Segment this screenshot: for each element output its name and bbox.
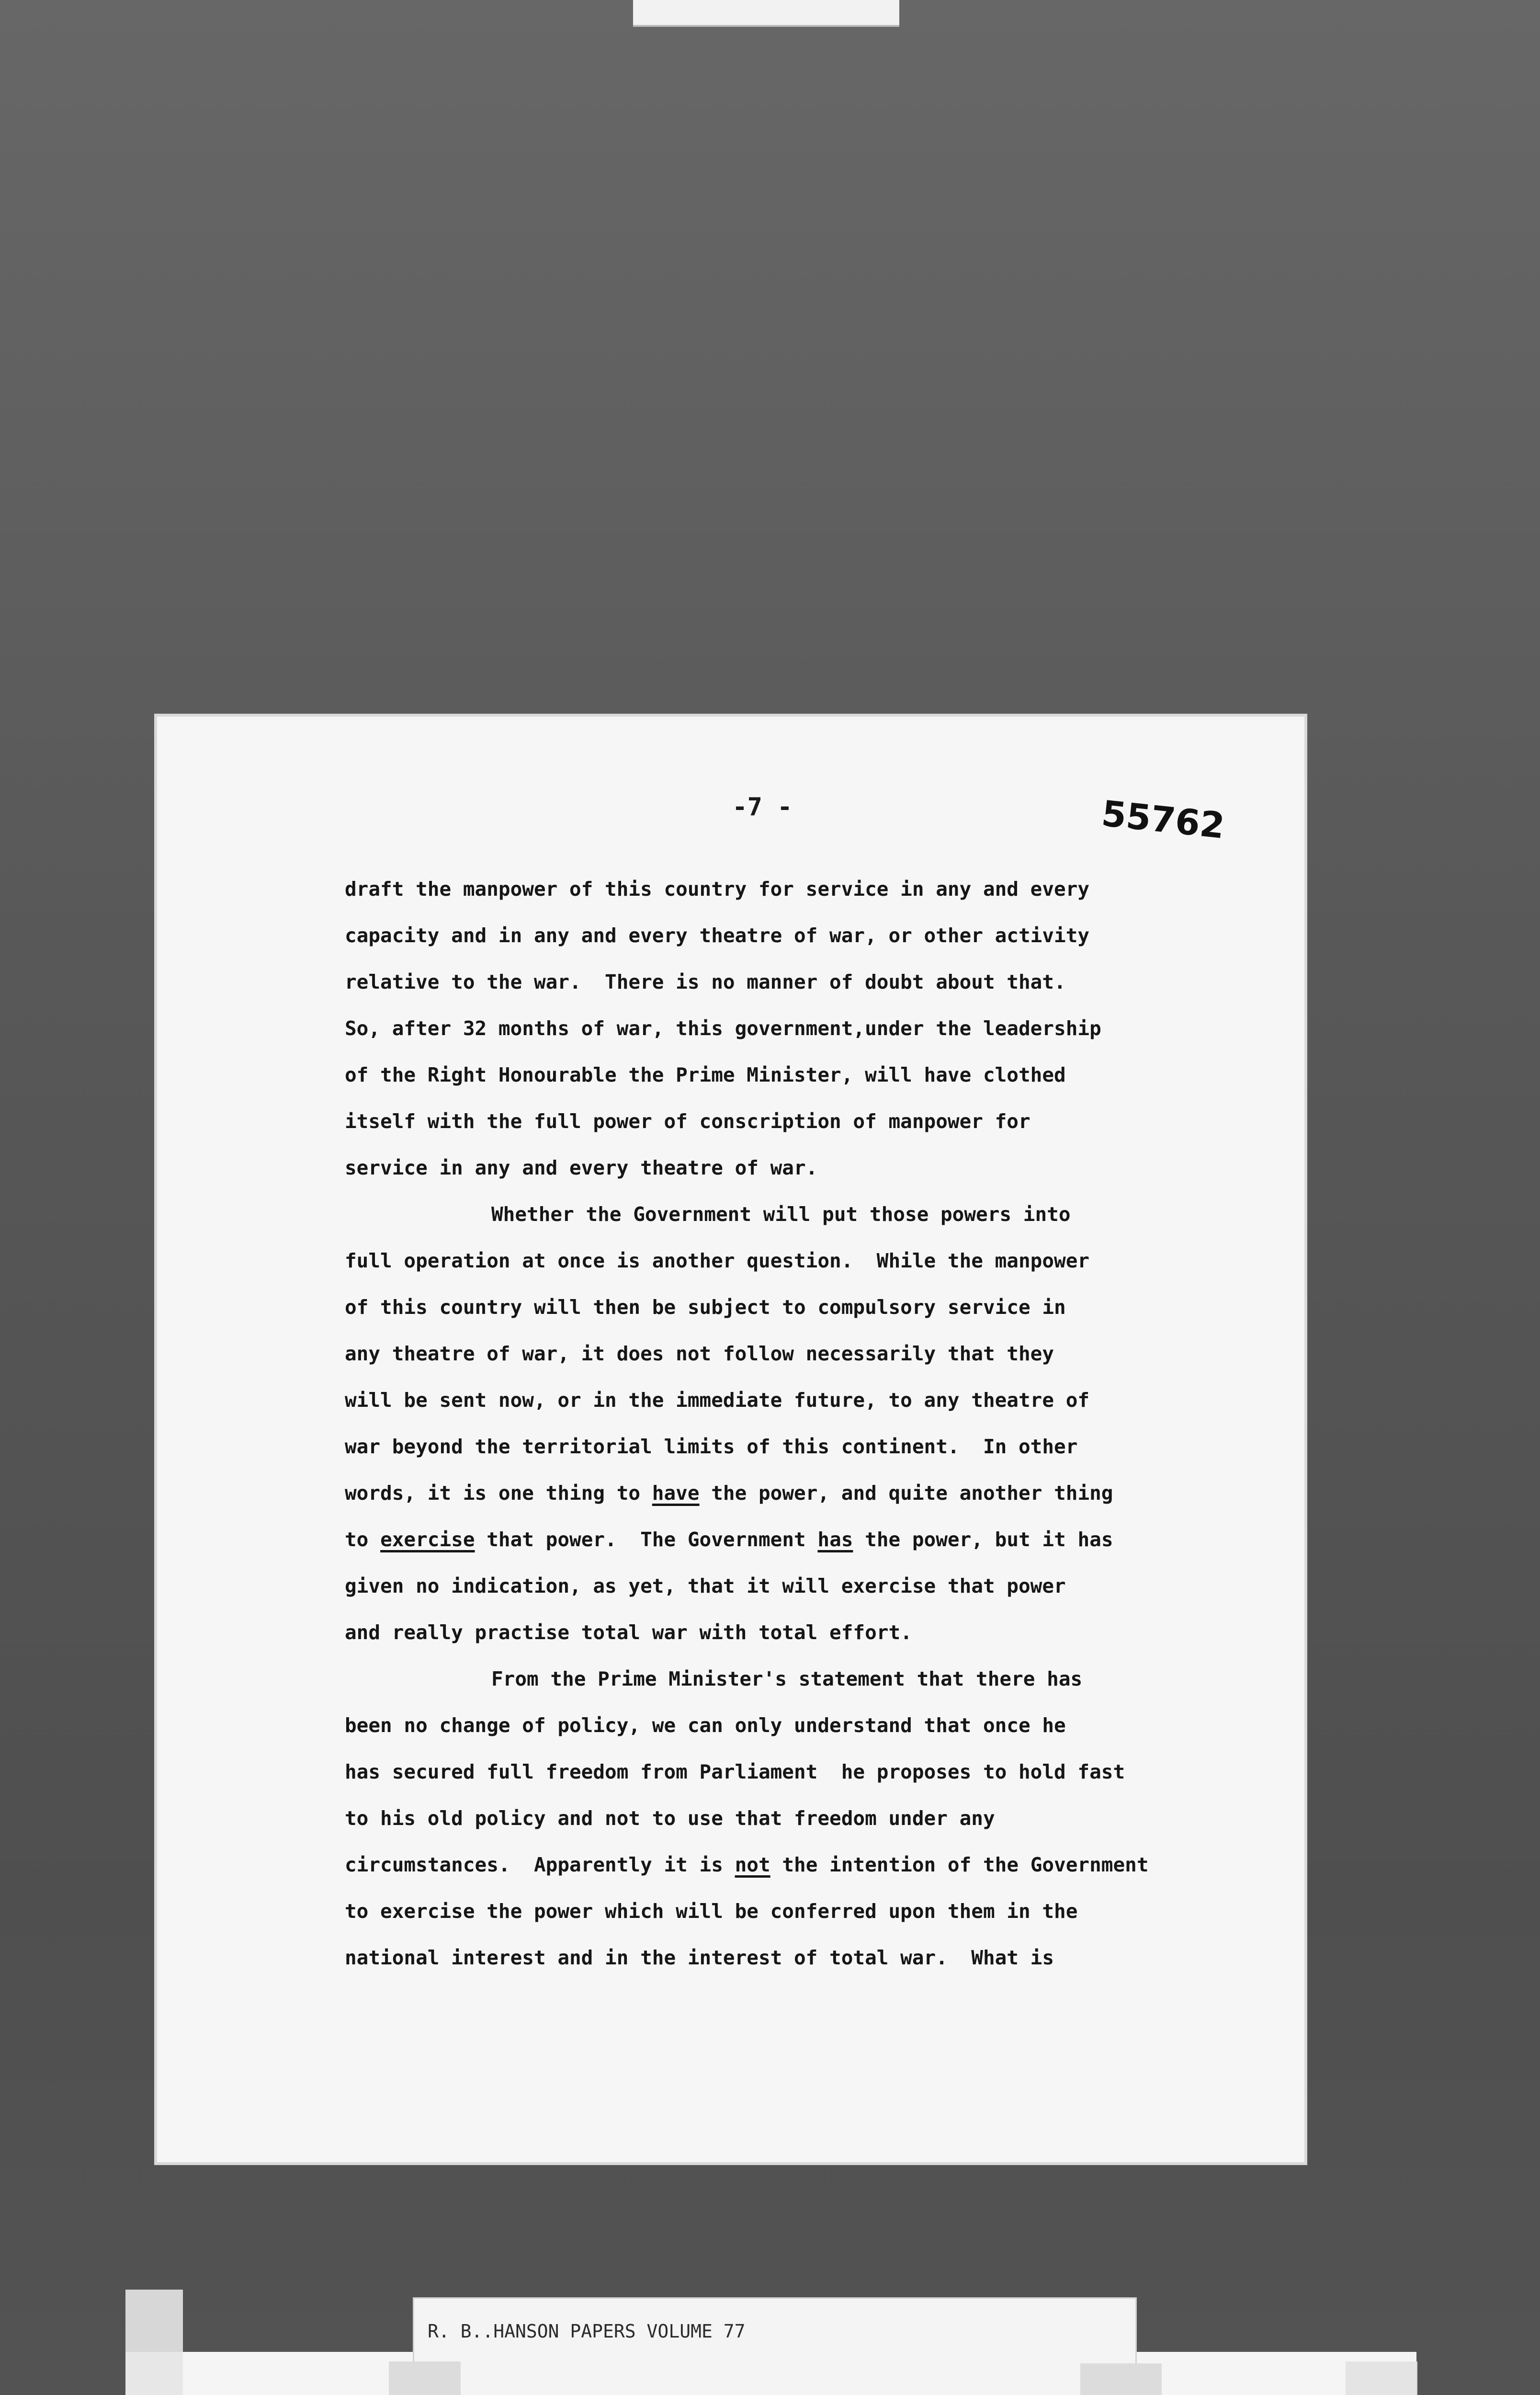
text-line: national interest and in the interest of total war. What is: [345, 1946, 1054, 1969]
text-line: given no indication, as yet, that it will exercise that power: [345, 1574, 1066, 1597]
document-body: [345, 866, 1216, 1981]
underlined-word: have: [652, 1482, 700, 1505]
text-line: to his old policy and not to use that freedom under any: [345, 1807, 995, 1830]
text-line: capacity and in any and every theatre of war, or other activity: [345, 924, 1090, 947]
underlined-word: not: [735, 1853, 770, 1876]
document-page: [154, 714, 1307, 2165]
text-line-with-underline: [345, 1842, 1216, 1888]
top-clip-tab: [633, 0, 899, 27]
text-segment: the power, but it has: [853, 1528, 1113, 1551]
text-line: full operation at once is another question. While the manpower: [345, 1249, 1090, 1272]
text-line: So, after 32 months of war, this government,under the leadership: [345, 1017, 1101, 1040]
underlined-word: has: [817, 1528, 853, 1551]
underlined-word: exercise: [380, 1528, 475, 1551]
tape-strip: [1346, 2361, 1417, 2395]
text-line: of the Right Honourable the Prime Minister, will have clothed: [345, 1063, 1066, 1086]
tape-piece: [389, 2361, 461, 2395]
text-line: to exercise the power which will be conferred upon them in the: [345, 1900, 1078, 1923]
text-line: service in any and every theatre of war.: [345, 1156, 818, 1179]
text-segment: the power, and quite another thing: [699, 1482, 1113, 1505]
text-segment: to: [345, 1528, 381, 1551]
tape-strip: [125, 2290, 183, 2395]
text-line: of this country will then be subject to compulsory service in: [345, 1296, 1066, 1319]
text-line: been no change of policy, we can only understand that once he: [345, 1714, 1066, 1737]
text-line: has secured full freedom from Parliament he proposes to hold fast: [345, 1760, 1125, 1783]
text-line: any theatre of war, it does not follow necessarily that they: [345, 1342, 1054, 1365]
text-line: itself with the full power of conscription of manpower for: [345, 1110, 1030, 1133]
text-segment: that power. The Government: [475, 1528, 818, 1551]
paragraph-start-line: Whether the Government will put those powers into: [491, 1203, 1071, 1226]
text-segment: words, it is one thing to: [345, 1482, 652, 1505]
paragraph-start-line: From the Prime Minister's statement that there has: [491, 1667, 1083, 1690]
text-line: and really practise total war with total effort.: [345, 1621, 912, 1644]
text-line-with-underline: [345, 1470, 1216, 1517]
collection-label: [413, 2297, 1137, 2395]
page-number: -7 -: [732, 793, 793, 821]
text-line: relative to the war. There is no manner of doubt about that.: [345, 970, 1066, 993]
text-line: will be sent now, or in the immediate future, to any theatre of: [345, 1389, 1090, 1412]
archive-number-stamp: 55762: [1099, 793, 1227, 847]
text-line: war beyond the territorial limits of this continent. In other: [345, 1435, 1078, 1458]
text-segment: the intention of the Government: [770, 1853, 1149, 1876]
text-line: draft the manpower of this country for service in any and every: [345, 878, 1090, 901]
text-line-with-underline: [345, 1517, 1216, 1563]
collection-label-text: R. B..HANSON PAPERS VOLUME 77: [428, 2321, 746, 2342]
tape-piece: [1080, 2363, 1162, 2395]
text-segment: circumstances. Apparently it is: [345, 1853, 735, 1876]
